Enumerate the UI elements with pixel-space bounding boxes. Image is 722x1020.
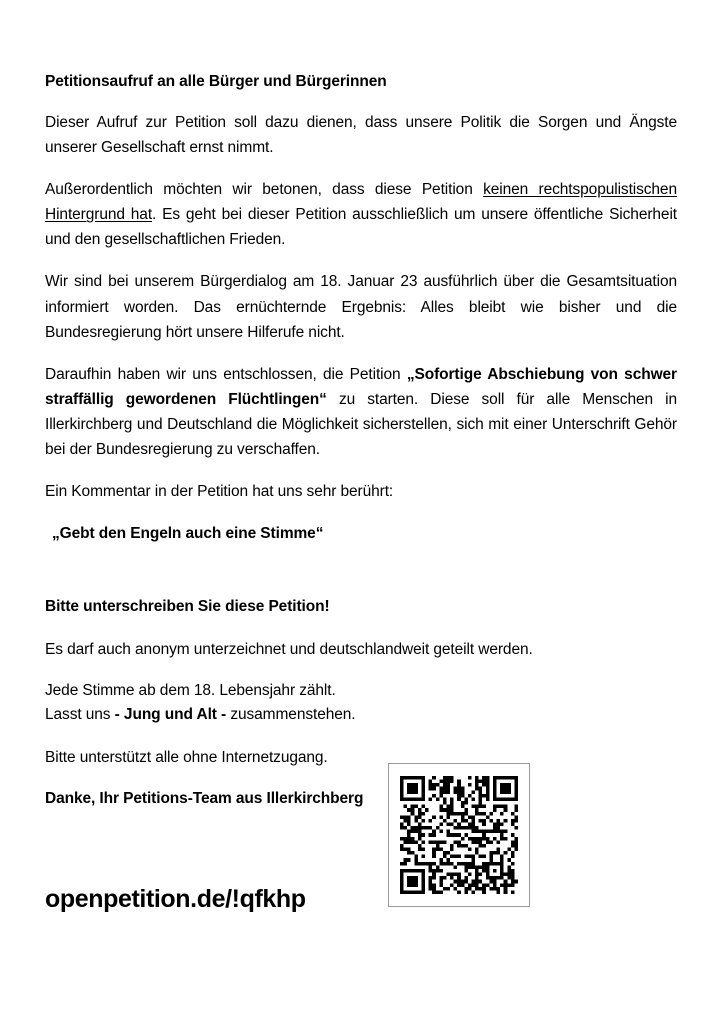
together-text-lead: Lasst uns — [45, 706, 115, 724]
petition-url: openpetition.de/!qfkhp — [45, 885, 306, 913]
signoff-text: Danke, Ihr Petitions-Team aus Illerkirchberg — [45, 789, 364, 807]
voting-age-group — [45, 679, 677, 728]
page-title: Petitionsaufruf an alle Bürger und Bürgerinnen — [45, 73, 387, 90]
petition-title-bold: „Sofortige Abschiebung von schwer straffällig gewordenen Flüchtlingen“ — [45, 365, 677, 408]
paragraph-intro: Dieser Aufruf zur Petition soll dazu dienen, dass unsere Politik die Sorgen und Ängste unserer Gesellschaft ernst nimmt. — [45, 113, 677, 157]
together-note — [45, 703, 677, 727]
offline-support-note: Bitte unterstützt alle ohne Internetzugang. — [45, 748, 328, 766]
together-text-tail: zusammenstehen. — [226, 706, 356, 724]
qr-code — [400, 776, 518, 894]
paragraph-comment-intro: Ein Kommentar in der Petition hat uns sehr berührt: — [45, 483, 394, 501]
document-body — [45, 72, 677, 810]
anonymous-signing-note: Es darf auch anonym unterzeichnet und deutschlandweit geteilt werden. — [45, 640, 533, 658]
section-spacer — [45, 563, 677, 595]
petition-text-lead: Daraufhin haben wir uns entschlossen, die Petition — [45, 365, 407, 383]
call-to-action-heading: Bitte unterschreiben Sie diese Petition! — [45, 598, 330, 616]
paragraph-petition — [45, 362, 677, 462]
disclaimer-underlined-text: keinen rechtspopulistischen Hintergrund hat — [45, 181, 677, 224]
together-bold-text: - Jung und Alt - — [114, 706, 227, 724]
qr-code-frame — [388, 763, 530, 907]
voting-age-note: Jede Stimme ab dem 18. Lebensjahr zählt. — [45, 681, 336, 699]
disclaimer-text-tail: . Es geht bei dieser Petition ausschließlich um unsere öffentliche Sicherheit und den gesellschaftlichen Frieden. — [45, 206, 677, 249]
petition-quote: „Gebt den Engeln auch eine Stimme“ — [52, 525, 324, 543]
paragraph-buergerdialog: Wir sind bei unserem Bürgerdialog am 18. Januar 23 ausführlich über die Gesamtsituation informiert worden. Das ernüchternde Ergebnis: Alles bleibt wie bisher und die Bundesregierung hört unsere Hilferufe nicht. — [45, 273, 677, 341]
paragraph-disclaimer — [45, 177, 677, 252]
disclaimer-text-lead: Außerordentlich möchten wir betonen, dass diese Petition — [45, 181, 484, 199]
petition-text-tail: zu starten. Diese soll für alle Menschen in Illerkirchberg und Deutschland die Möglichkeit sicherstellen, sich mit einer Unterschrift Gehör bei der Bundesregierung zu verschaffen. — [45, 390, 678, 459]
